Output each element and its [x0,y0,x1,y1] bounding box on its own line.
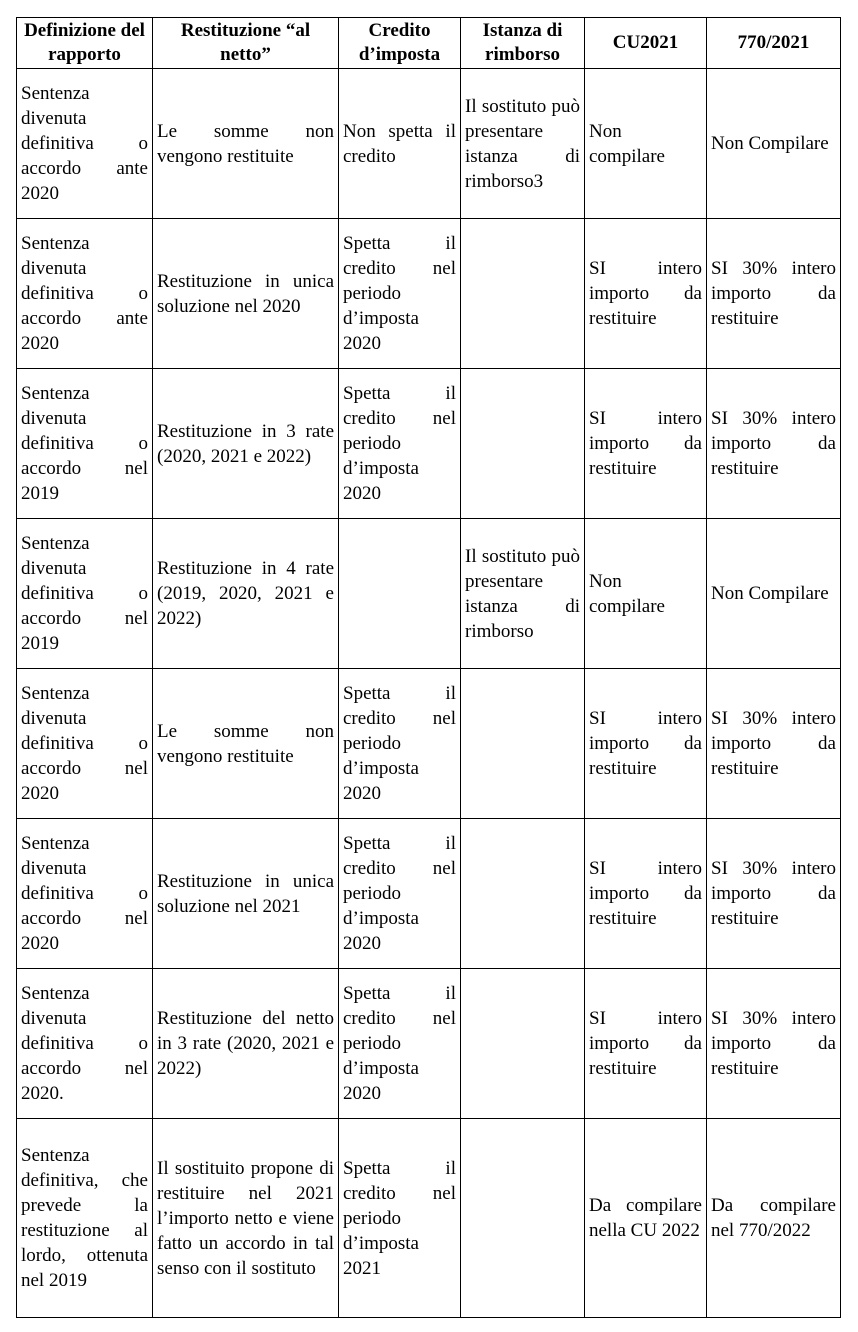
cell-definizione: Sentenza divenuta definitiva o accordo nel 2019 [17,519,153,669]
cell-cu2021: SI intero importo da restituire [585,369,707,519]
cell-restituzione: Restituzione del netto in 3 rate (2020, 2021 e 2022) [153,969,339,1119]
cell-restituzione: Restituzione in 3 rate (2020, 2021 e 2022) [153,369,339,519]
cell-istanza [461,1119,585,1318]
cell-credito: Spetta il credito nel periodo d’imposta 2020 [339,819,461,969]
header-definizione: Definizione del rapporto [17,18,153,69]
cell-definizione: Sentenza divenuta definitiva o accordo nel 2019 [17,369,153,519]
cell-restituzione: Il sostituito propone di restituire nel 2021 l’importo netto e viene fatto un accordo in tal senso con il sostituto [153,1119,339,1318]
cell-istanza: Il sostituto può presentare istanza di rimborso3 [461,69,585,219]
cell-istanza [461,969,585,1119]
cell-credito: Non spetta il credito [339,69,461,219]
header-istanza: Istanza di rimborso [461,18,585,69]
cell-definizione: Sentenza divenuta definitiva o accordo ante 2020 [17,219,153,369]
cell-770-2021: SI 30% intero importo da restituire [707,219,841,369]
cell-restituzione: Restituzione in unica soluzione nel 2021 [153,819,339,969]
cell-istanza [461,369,585,519]
header-770-2021: 770/2021 [707,18,841,69]
table-row [17,819,841,969]
cell-istanza: Il sostituto può presentare istanza di rimborso [461,519,585,669]
cell-istanza [461,219,585,369]
cell-credito: Spetta il credito nel periodo d’imposta 2020 [339,369,461,519]
header-row [17,18,841,69]
cell-definizione: Sentenza divenuta definitiva o accordo nel 2020. [17,969,153,1119]
cell-credito: Spetta il credito nel periodo d’imposta 2020 [339,219,461,369]
cell-cu2021: SI intero importo da restituire [585,969,707,1119]
cell-credito: Spetta il credito nel periodo d’imposta 2020 [339,669,461,819]
table-row [17,1119,841,1318]
cell-770-2021: Non Compilare [707,69,841,219]
cell-770-2021: SI 30% intero importo da restituire [707,969,841,1119]
cell-restituzione: Le somme non vengono restituite [153,669,339,819]
cell-770-2021: SI 30% intero importo da restituire [707,669,841,819]
header-credito: Credito d’imposta [339,18,461,69]
cell-istanza [461,669,585,819]
cell-definizione: Sentenza divenuta definitiva o accordo ante 2020 [17,69,153,219]
cell-credito [339,519,461,669]
cell-770-2021: Non Compilare [707,519,841,669]
cell-cu2021: SI intero importo da restituire [585,219,707,369]
cell-restituzione: Le somme non vengono restituite [153,69,339,219]
cell-definizione: Sentenza divenuta definitiva o accordo nel 2020 [17,819,153,969]
cell-cu2021: Non compilare [585,69,707,219]
cell-cu2021: Non compilare [585,519,707,669]
cell-restituzione: Restituzione in 4 rate (2019, 2020, 2021 e 2022) [153,519,339,669]
cell-770-2021: Da compilare nel 770/2022 [707,1119,841,1318]
table-row [17,69,841,219]
header-restituzione: Restituzione “al netto” [153,18,339,69]
table-row [17,219,841,369]
cell-cu2021: SI intero importo da restituire [585,669,707,819]
cell-770-2021: SI 30% intero importo da restituire [707,369,841,519]
cell-cu2021: SI intero importo da restituire [585,819,707,969]
cell-cu2021: Da compilare nella CU 2022 [585,1119,707,1318]
cell-credito: Spetta il credito nel periodo d’imposta 2020 [339,969,461,1119]
header-cu2021: CU2021 [585,18,707,69]
cell-istanza [461,819,585,969]
cell-definizione: Sentenza divenuta definitiva o accordo nel 2020 [17,669,153,819]
cell-credito: Spetta il credito nel periodo d’imposta 2021 [339,1119,461,1318]
restituzione-table [16,17,841,1318]
table-row [17,369,841,519]
cell-definizione: Sentenza definitiva, che prevede la restituzione al lordo, ottenuta nel 2019 [17,1119,153,1318]
table-row [17,669,841,819]
table-row [17,519,841,669]
cell-restituzione: Restituzione in unica soluzione nel 2020 [153,219,339,369]
cell-770-2021: SI 30% intero importo da restituire [707,819,841,969]
table-row [17,969,841,1119]
